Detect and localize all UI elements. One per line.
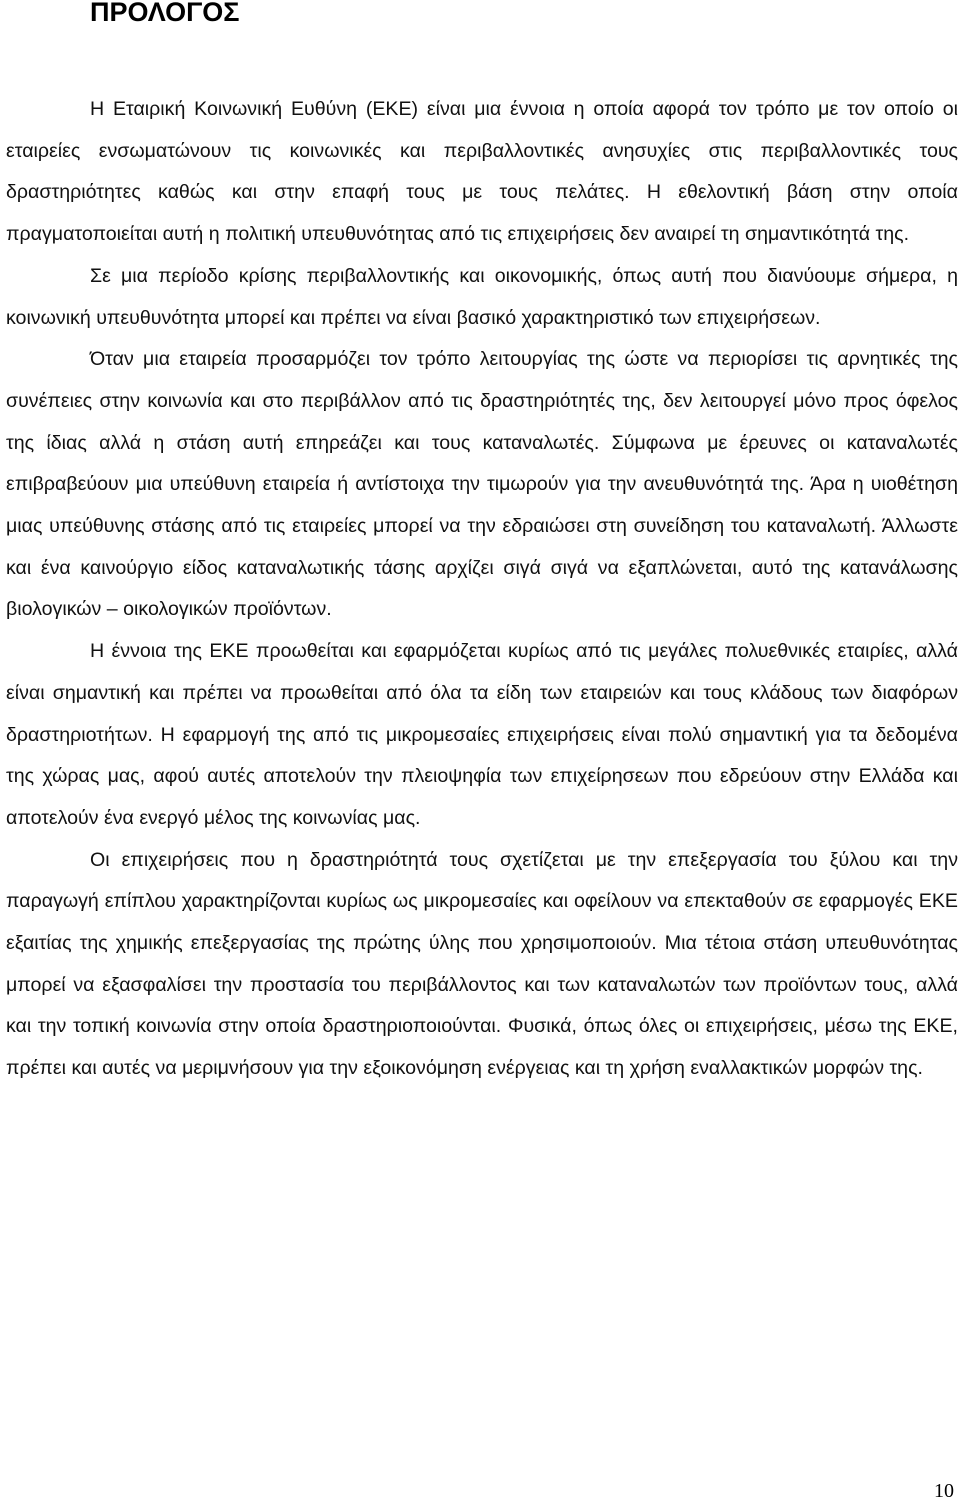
paragraph-consumers: Όταν μια εταιρεία προσαρμόζει τον τρόπο λειτουργίας της ώστε να περιορίσει τις αρνητικές της συνέπειες στην κοινωνία και στο περιβάλλον από τις δραστηριότητές της, δεν λειτουργεί μόνο προς όφελος της ίδιας αλλά η στάση αυτή επηρεάζει και τους καταναλωτές. Σύμφωνα με έρευνες οι καταναλωτές επιβραβεύουν μια υπεύθυνη εταιρεία ή αντίστοιχα την τιμωρούν για την ανευθυνότητά της. Άρα η υιοθέτηση μιας υπεύθυνης στάσης από τις εταιρείες μπορεί να την εδραιώσει στη συνείδηση του καταναλωτή. Άλλωστε και ένα καινούργιο είδος καταναλωτικής τάσης αρχίζει σιγά σιγά να εξαπλώνεται, αυτό της κατανάλωσης βιολογικών – οικολογικών προϊόντων.: [6, 348, 958, 621]
paragraph-wood-industry: Οι επιχειρήσεις που η δραστηριότητά τους σχετίζεται με την επεξεργασία του ξύλου και την παραγωγή επίπλου χαρακτηρίζονται κυρίως ως μικρομεσαίες και οφείλουν να επεκταθούν σε εφαρμογές ΕΚΕ εξαιτίας της χημικής επεξεργασίας της πρώτης ύλης που χρησιμοποιούν. Μια τέτοια στάση υπευθυνότητας μπορεί να εξασφαλίσει την προστασία του περιβάλλοντος και των καταναλωτών των προϊόντων τους, αλλά και την τοπική κοινωνία στην οποία δραστηριοποιούνται. Φυσικά, όπως όλες οι επιχειρήσεις, μέσω της ΕΚΕ, πρέπει και αυτές να μεριμνήσουν για την εξοικονόμηση ενέργειας και τη χρήση εναλλακτικών μορφών της.: [6, 848, 958, 1080]
paragraph-sme: Η έννοια της ΕΚΕ προωθείται και εφαρμόζεται κυρίως από τις μεγάλες πολυεθνικές εταιρίες, αλλά είναι σημαντική και πρέπει να προωθείται από όλα τα είδη των εταιρειών και τους κλάδους των διαφόρων δραστηριοτήτων. Η εφαρμογή της από τις μικρομεσαίες επιχειρήσεις είναι πολύ σημαντική για τα δεδομένα της χώρας μας, αφού αυτές αποτελούν την πλειοψηφία των επιχείρησεων που εδρεύουν στην Ελλάδα και αποτελούν ένα ενεργό μέλος της κοινωνίας μας.: [6, 640, 958, 829]
page-title: ΠΡΟΛΟΓΟΣ: [90, 0, 240, 27]
body-text: [6, 89, 958, 1090]
paragraph-crisis: Σε μια περίοδο κρίσης περιβαλλοντικής και οικονομικής, όπως αυτή που διανύουμε σήμερα, η κοινωνική υπευθυνότητα μπορεί και πρέπει να είναι βασικό χαρακτηριστικό των επιχειρήσεων.: [6, 264, 958, 329]
page-number: 10: [934, 1480, 954, 1502]
paragraph-intro: Η Εταιρική Κοινωνική Ευθύνη (ΕΚΕ) είναι μια έννοια η οποία αφορά τον τρόπο με τον οποίο οι εταιρείες ενσωματώνουν τις κοινωνικές και περιβαλλοντικές ανησυχίες στις περιβαλλοντικές τους δραστηριότητες καθώς και στην επαφή τους με τους πελάτες. Η εθελοντική βάση στην οποία πραγματοποιείται αυτή η πολιτική υπευθυνότητας από τις επιχειρήσεις δεν αναιρεί τη σημαντικότητά της.: [6, 98, 958, 246]
